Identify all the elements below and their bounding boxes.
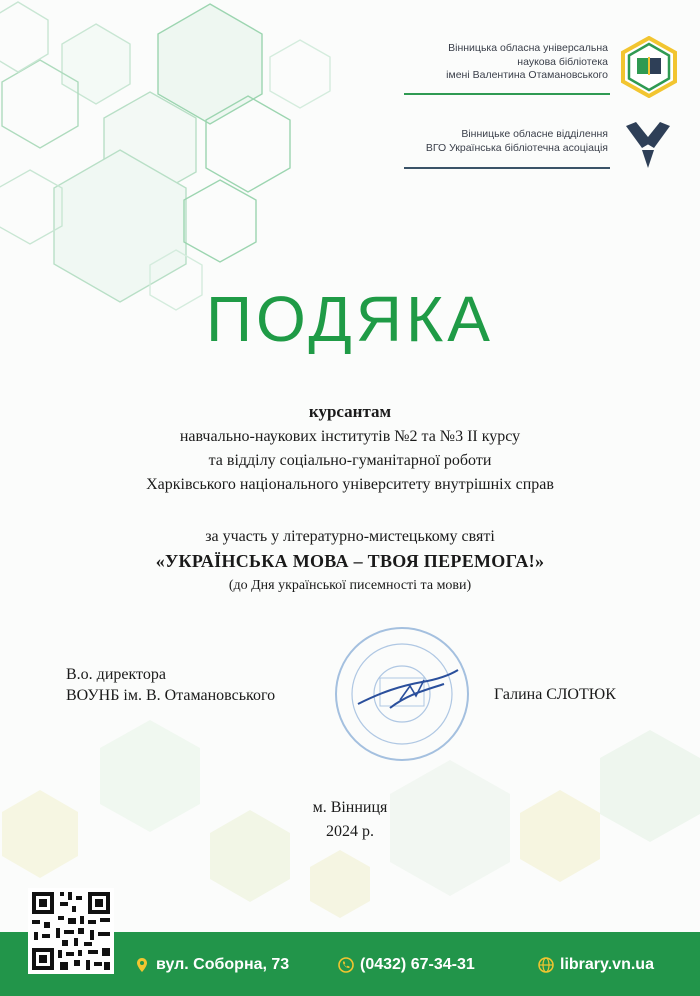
footer-address — [134, 956, 289, 974]
place-and-year — [0, 796, 700, 844]
globe-icon — [538, 957, 554, 973]
recipient: курсантам — [308, 402, 392, 421]
page-title: ПОДЯКА — [206, 283, 494, 355]
library-name — [446, 42, 608, 83]
association-name-line: Вінницьке обласне відділення — [461, 128, 608, 140]
association-name — [426, 128, 608, 155]
event-name: «УКРАЇНСЬКА МОВА – ТВОЯ ПЕРЕМОГА!» — [155, 551, 545, 571]
location-pin-icon — [134, 957, 150, 973]
phone-text: (0432) 67-34-31 — [360, 956, 475, 973]
official-stamp — [330, 622, 474, 766]
event-note: (до Дня української писемності та мови) — [228, 578, 472, 593]
website-text: library.vn.ua — [560, 956, 654, 973]
footer-website[interactable] — [538, 956, 654, 974]
divider — [404, 167, 610, 169]
place: м. Вінниця — [312, 799, 388, 816]
footer-phone[interactable] — [338, 956, 475, 974]
description-line: та відділу соціально-гуманітарної роботи — [208, 452, 492, 469]
signatory-position — [66, 664, 275, 706]
phone-icon — [338, 957, 354, 973]
reason-text: за участь у літературно-мистецькому святі — [205, 528, 495, 545]
library-name-line: імені Валентина Отамановського — [446, 69, 608, 81]
address-text: вул. Соборна, 73 — [156, 956, 290, 973]
description-line: Харківського національного університету внутрішніх справ — [146, 476, 554, 493]
hexagon-pattern-decoration — [0, 0, 360, 320]
position-line: В.о. директора — [66, 666, 166, 683]
association-logo-icon — [622, 120, 674, 172]
library-logo-icon — [618, 36, 680, 98]
library-name-line: Вінницька обласна універсальна — [448, 42, 608, 54]
description-line: навчально-наукових інститутів №2 та №3 ІІ курсу — [179, 428, 521, 445]
divider — [404, 93, 610, 95]
recipient-description — [0, 425, 700, 497]
library-name-line: наукова бібліотека — [517, 55, 608, 68]
signatory-name: Галина СЛОТЮК — [494, 686, 616, 703]
qr-code[interactable] — [28, 888, 114, 974]
association-name-line: ВГО Українська бібліотечна асоціація — [425, 141, 608, 154]
position-line: ВОУНБ ім. В. Отамановського — [66, 687, 276, 704]
year: 2024 р. — [326, 823, 374, 840]
